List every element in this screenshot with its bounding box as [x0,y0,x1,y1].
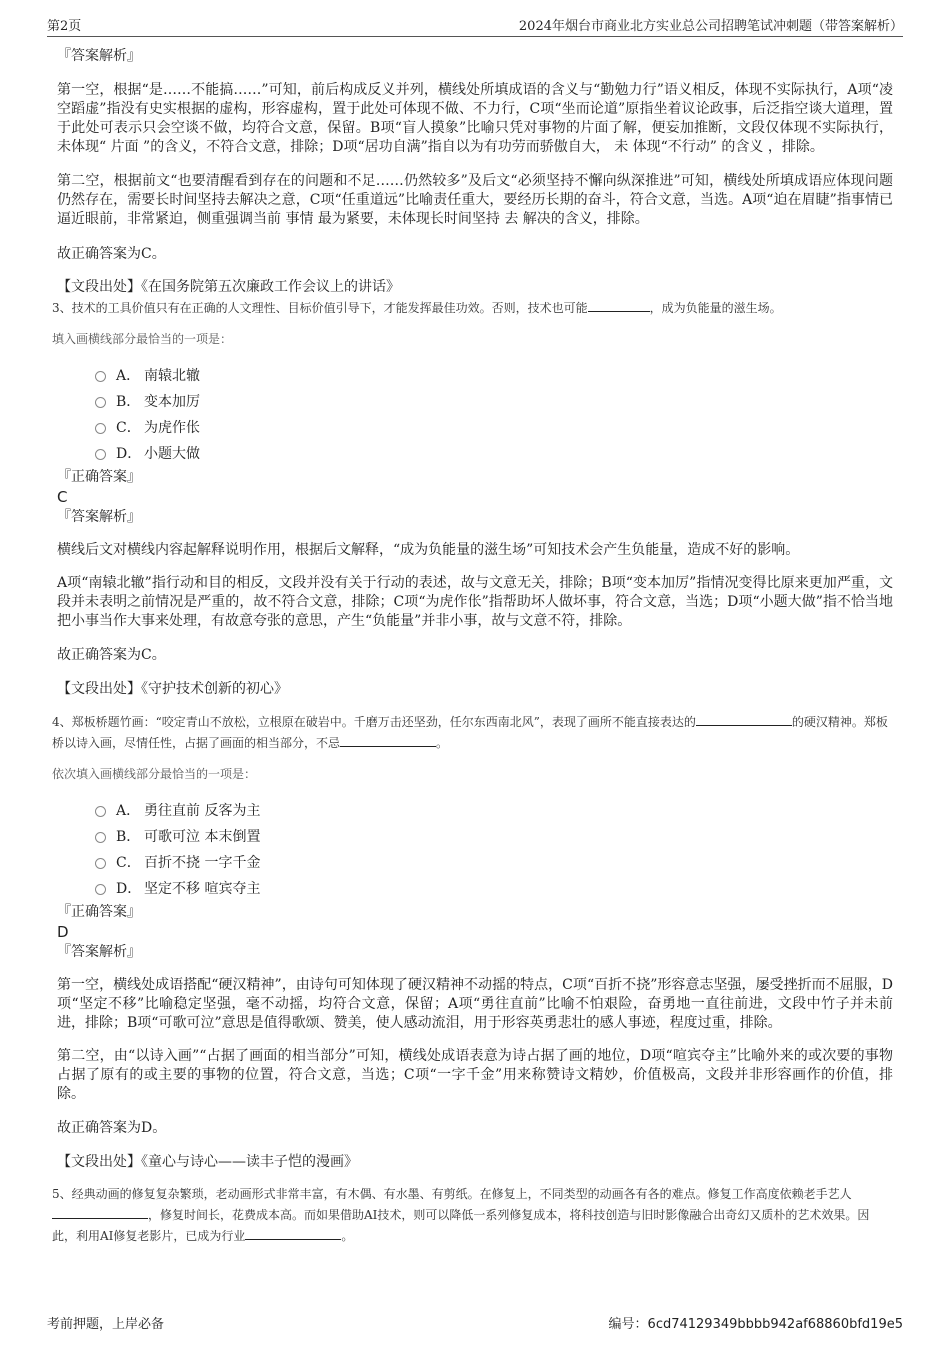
q4-analysis-para1: 第一空，横线处成语搭配“硬汉精神”，由诗句可知体现了硬汉精神不动摇的特点，C项“百折不挠”形容意志坚强，屡受挫折而不屈服，D项“坚定不移”比喻稳定坚强，毫不动摇，均符合文意，保留；A项“勇往直前”比喻不怕艰险，奋勇地一直往前进，文段中竹子并未前进，排除；B项“可歌可泣”意思是值得歌颂、赞美，使人感动流泪，用于形容英勇悲壮的感人事迹，程度过重，排除。 [57,977,893,1031]
q4-source: 【文段出处】《童心与诗心——读丰子恺的漫画》 [57,1154,358,1170]
q3-stem [52,297,893,318]
page-footer [47,1313,903,1332]
page-header [47,14,903,37]
radio-icon[interactable] [95,449,106,460]
q4-blank-2 [340,732,436,747]
radio-icon[interactable] [95,371,106,382]
q3-prompt: 填入画横线部分最恰当的一项是： [52,332,233,346]
q3-stem-a: 3、技术的工具价值只有在正确的人文理性、目标价值引导下，才能发挥最佳功效。否则，技术也可能 [52,301,588,315]
document-title: 2024年烟台市商业北方实业总公司招聘笔试冲刺题（带答案解析） [518,19,903,34]
q4-correct-answer: D [57,923,69,941]
radio-icon[interactable] [95,397,106,408]
q3-conclusion: 故正确答案为C。 [57,647,166,663]
q3-source: 【文段出处】《守护技术创新的初心》 [57,681,288,697]
q5-stem-a: 5、经典动画的修复复杂繁琐，老动画形式非常丰富，有木偶、有水墨、有剪纸。在修复上，不同类型的动画各有各的难点。修复工作高度依赖老手艺人 [52,1187,852,1201]
radio-icon[interactable] [95,884,106,895]
q2-conclusion: 故正确答案为C。 [57,246,166,262]
page-number: 第2页 [47,19,82,34]
q5-stem [52,1184,893,1246]
q3-stem-b: ，成为负能量的滋生场。 [649,301,782,315]
q3-correct-answer: C [57,488,68,506]
q3-analysis-title: 『答案解析』 [57,509,141,525]
content [52,46,893,1246]
q5-blank-1 [52,1204,148,1219]
q4-conclusion: 故正确答案为D。 [57,1120,167,1136]
q5-blank-2 [245,1225,341,1240]
document-code [609,1313,903,1332]
q3-option-c[interactable]: C． 为虎作伥 [95,415,893,441]
q3-option-a[interactable]: A． 南辕北辙 [95,363,893,389]
q4-option-a[interactable]: A． 勇往直前 反客为主 [95,798,893,824]
q4-option-c[interactable]: C． 百折不挠 一字千金 [95,850,893,876]
radio-icon[interactable] [95,423,106,434]
q2-analysis-para1: 第一空，根据“是……不能搞……”可知，前后构成反义并列，横线处所填成语的含义与“勤勉力行”语义相反，体现不实际执行，A项“凌空蹈虚”指没有史实根据的虚构，形容虚构，置于此处可体现不做、不力行，C项“坐而论道”原指坐着议论政事，后泛指空谈大道理，置于此处可表示只会空谈不做，均符合文意，保留。B项“盲人摸象”比喻只凭对事物的片面了解，便妄加推断，文段仅体现不实际执行，未体现“ 片面 ”的含义，不符合文意，排除；D项“居功自满”指自以为有功劳而骄傲自大， 未 体现“不行动” 的含义 ，排除。 [57,82,893,155]
q4-prompt: 依次填入画横线部分最恰当的一项是： [52,767,257,781]
radio-icon[interactable] [95,832,106,843]
q3-analysis-para2: A项“南辕北辙”指行动和目的相反，文段并没有关于行动的表述，故与文意无关，排除；B项“变本加厉”指情况变得比原来更加严重，文段并未表明之前情况是严重的，故不符合文意，排除；C项“为虎作伥”指帮助坏人做坏事，符合文意，当选；D项“小题大做”指不恰当地把小事当作大事来处理，有故意夸张的意思，产生“负能量”并非小事，故与文意不符，排除。 [57,575,893,629]
q4-stem-a: 4、郑板桥题竹画：“咬定青山不放松，立根原在破岩中。千磨万击还坚劲，任尔东西南北风”，表现了画所不能直接表达的 [52,715,696,729]
q2-source: 【文段出处】《在国务院第五次廉政工作会议上的讲话》 [57,279,400,295]
q4-option-d[interactable]: D． 坚定不移 喧宾夺主 [95,876,893,902]
q3-blank [588,297,650,312]
q4-blank-1 [696,711,792,726]
q2-analysis-title: 『答案解析』 [57,48,141,64]
q3-option-d[interactable]: D． 小题大做 [95,441,893,467]
q5-stem-b: ，修复时间长，花费成本高。而如果借助AI技术，则可以降低一系列修复成本，将科技创造与旧时影像融合出奇幻又质朴的艺术效果。因此，利用AI修复老影片，已成为行业 [52,1208,870,1243]
q2-analysis-para2: 第二空，根据前文“也要清醒看到存在的问题和不足……仍然较多”及后文“必须坚持不懈向纵深推进”可知，横线处所填成语应体现问题仍然存在，需要长时间坚持去解决之意，C项“任重道远”比喻责任重大，要经历长期的奋斗，符合文意，当选。A项“迫在眉睫”指事情已逼近眼前，非常紧迫，侧重强调当前 事情 最为紧要，未体现长时间坚持 去 解决的含义，排除。 [57,173,893,227]
q4-analysis-para2: 第二空，由“以诗入画”“占据了画面的相当部分”可知，横线处成语表意为诗占据了画的地位，D项“喧宾夺主”比喻外来的或次要的事物占据了原有的或主要的事物的位置，符合文意，当选；C项“一字千金”用来称赞诗文精妙，价值极高，文段并非形容画作的价值，排除。 [57,1048,893,1102]
q3-correct-title: 『正确答案』 [57,469,141,485]
q4-stem [52,711,893,753]
footer-slogan: 考前押题，上岸必备 [47,1317,165,1332]
radio-icon[interactable] [95,806,106,817]
q4-analysis-title: 『答案解析』 [57,944,141,960]
q4-stem-c: 。 [436,736,449,750]
radio-icon[interactable] [95,858,106,869]
document-code-value: 6cd74129349bbbb942af68860bfd19e5 [647,1317,903,1332]
q3-analysis-para1: 横线后文对横线内容起解释说明作用，根据后文解释，“成为负能量的滋生场”可知技术会产生负能量，造成不好的影响。 [57,542,800,558]
q4-correct-title: 『正确答案』 [57,904,141,920]
document-code-label: 编号： [608,1317,648,1332]
q4-stem-b: 的硬汉精神。郑板桥以诗入画，尽情任性，占据了画面的相当部分，不忌 [52,715,888,750]
q3-option-b[interactable]: B． 变本加厉 [95,389,893,415]
q5-stem-c: 。 [341,1229,354,1243]
q4-option-b[interactable]: B． 可歌可泣 本末倒置 [95,824,893,850]
